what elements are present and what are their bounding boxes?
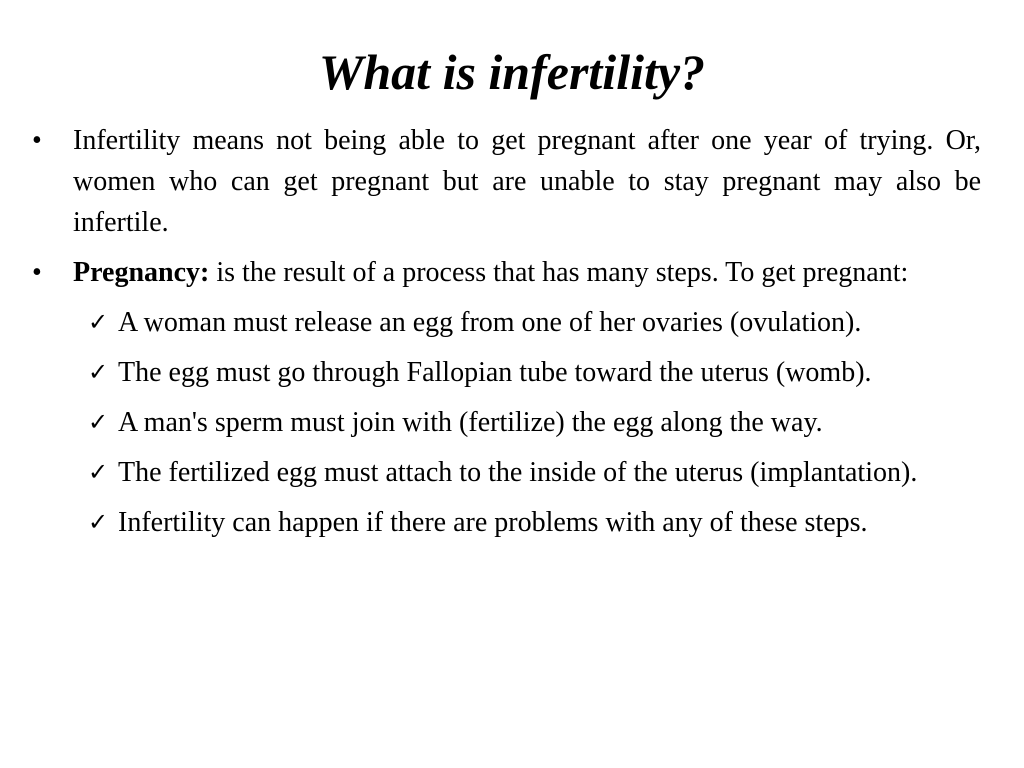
- check-item: [0, 302, 981, 343]
- bullet-text: is the result of a process that has many steps. To get pregnant:: [209, 257, 909, 288]
- bullet-bold-prefix: Pregnancy:: [73, 257, 210, 288]
- bullet-icon: •: [32, 125, 42, 156]
- checkmark-icon: ✓: [88, 308, 109, 336]
- check-item: [0, 452, 981, 493]
- check-item: [0, 502, 981, 543]
- slide-content: [0, 120, 1024, 552]
- check-item: [0, 352, 981, 393]
- check-item: [0, 402, 981, 443]
- checkmark-icon: ✓: [88, 458, 109, 486]
- checkmark-icon: ✓: [88, 408, 109, 436]
- check-text: The egg must go through Fallopian tube toward the uterus (womb).: [118, 357, 872, 388]
- checkmark-icon: ✓: [88, 508, 109, 536]
- bullet-text: Infertility means not being able to get pregnant after one year of trying. Or, women who can get pregnant but are unable to stay pregnant may also be infertile.: [73, 125, 981, 238]
- check-text: A man's sperm must join with (fertilize) the egg along the way.: [118, 407, 823, 438]
- slide-title: What is infertility?: [318, 44, 706, 100]
- bullet-item: [0, 252, 981, 293]
- bullet-item: [0, 120, 981, 243]
- bullet-icon: •: [32, 257, 42, 288]
- check-text: The fertilized egg must attach to the inside of the uterus (implantation).: [118, 457, 918, 488]
- check-text: Infertility can happen if there are problems with any of these steps.: [118, 507, 868, 538]
- checkmark-icon: ✓: [88, 358, 109, 386]
- check-text: A woman must release an egg from one of her ovaries (ovulation).: [118, 307, 862, 338]
